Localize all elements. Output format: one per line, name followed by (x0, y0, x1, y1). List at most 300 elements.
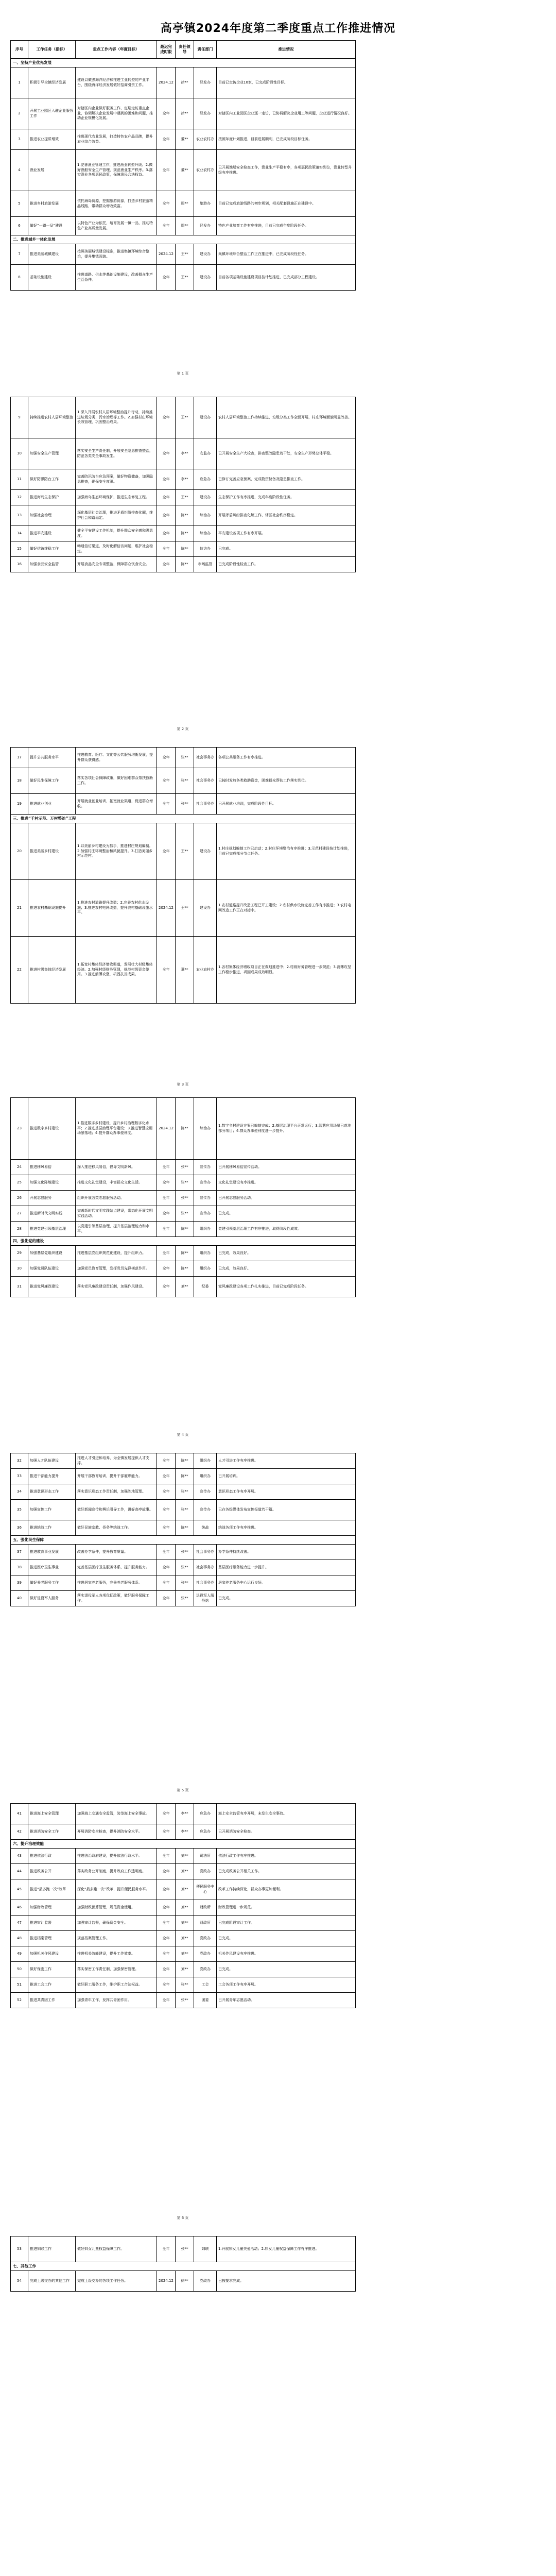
table-row (11, 1500, 356, 1520)
table-row (11, 1946, 356, 1962)
progress-status: 已开展渔船安全检查工作，渔业生产平稳有序，各项惠民政策落实到位，渔业转型升级有序推进。 (217, 150, 356, 191)
leader: 刘** (176, 1962, 194, 1977)
row-number: 43 (11, 1849, 28, 1864)
department: 社会事务办 (194, 768, 217, 794)
task-description: 开展干部教育培训，提升干部履职能力。 (76, 1469, 157, 1484)
row-number: 52 (11, 1993, 28, 2008)
deadline: 全年 (157, 1500, 176, 1520)
progress-status: 文化礼堂建设有序推进。 (217, 1175, 356, 1191)
progress-status: 已完成阶段审计工作。 (217, 1916, 356, 1931)
leader: 张** (176, 1175, 194, 1191)
task-item: 持续推进农村人居环境整治 (28, 397, 76, 438)
row-number: 26 (11, 1191, 28, 1206)
row-number: 14 (11, 526, 28, 541)
task-item: 推进数字乡村建设 (28, 1098, 76, 1160)
leader: 董** (176, 937, 194, 1004)
page-6 (10, 1803, 355, 2008)
deadline: 2024.12 (157, 67, 176, 98)
task-item: 推进党建引领基层治理 (28, 1222, 76, 1237)
table-row (11, 217, 356, 235)
task-item: 推进工会工作 (28, 1977, 76, 1993)
row-number: 50 (11, 1962, 28, 1977)
row-number: 25 (11, 1175, 28, 1191)
task-description: 规范档案管理工作。 (76, 1931, 157, 1946)
leader: 陈** (176, 505, 194, 526)
progress-status: 目前已完成旅游线路的初步规划，相关配套设施正在建设中。 (217, 191, 356, 217)
department: 宣传办 (194, 1175, 217, 1191)
department: 社会事务办 (194, 748, 217, 768)
table-row (11, 1277, 356, 1297)
work-plan-table (10, 747, 356, 1004)
table-row (11, 98, 356, 129)
progress-status: 居家养老服务中心运行良好。 (217, 1575, 356, 1591)
department: 组织办 (194, 1222, 217, 1237)
deadline: 全年 (157, 748, 176, 768)
task-item: 推进档案管理 (28, 1931, 76, 1946)
department: 党政办 (194, 1946, 217, 1962)
progress-status: 目前各项基础设施建设项目按计划推进，已完成部分工程建设。 (217, 265, 356, 291)
table-row (11, 150, 356, 191)
table-row (11, 1900, 356, 1916)
deadline: 2024.12 (157, 1098, 176, 1160)
section-title: 六、提升治理效能 (11, 1840, 356, 1849)
table-row (11, 191, 356, 217)
task-description: 加强青年工作，发挥共青团作用。 (76, 1993, 157, 2008)
task-description: 深化“最多跑一次”改革，提升便民服务水平。 (76, 1879, 157, 1900)
row-number: 33 (11, 1469, 28, 1484)
section-header-row (11, 59, 356, 67)
task-item: 推进妇联工作 (28, 2236, 76, 2262)
column-header: 责任部门 (194, 41, 217, 59)
deadline: 全年 (157, 2236, 176, 2262)
work-plan-table (10, 1803, 356, 2008)
section-title: 四、强化党的建设 (11, 1237, 356, 1246)
task-description: 落实保密工作责任制，加强保密管理。 (76, 1962, 157, 1977)
row-number: 23 (11, 1098, 28, 1160)
department: 综治办 (194, 1098, 217, 1160)
document-title: 高亭镇2024年度第二季度重点工作推进情况 (160, 22, 396, 35)
table-row (11, 794, 356, 815)
progress-status: 已开展就业培训，完成阶段性目标。 (217, 794, 356, 815)
deadline: 全年 (157, 1849, 176, 1864)
leader: 李** (176, 469, 194, 490)
task-item: 推进平安建设 (28, 526, 76, 541)
department: 宣传办 (194, 1206, 217, 1222)
task-item: 开展工业园区入驻企业服务工作 (28, 98, 76, 129)
progress-status: 已完成，效果良好。 (217, 1246, 356, 1261)
progress-status: 1.各村集体经济增收项目正在谋划推进中；2.村级财务管理进一步规范；3.消薄攻坚工作稳步推进，巩固成果成效明显。 (217, 937, 356, 1004)
table-row (11, 1520, 356, 1536)
task-item: 推进政务公开 (28, 1864, 76, 1879)
table-row (11, 526, 356, 541)
table-row (11, 1484, 356, 1500)
row-number: 41 (11, 1804, 28, 1824)
row-number: 27 (11, 1206, 28, 1222)
deadline: 全年 (157, 469, 176, 490)
task-description: 加强党员教育管理，发挥党员先锋模范作用。 (76, 1261, 157, 1277)
task-description: 推进现代农业发展，打造特色农产品品牌，提升农业综合效益。 (76, 129, 157, 150)
progress-status: 已完成政务公开相关工作。 (217, 1864, 356, 1879)
table-row (11, 265, 356, 291)
table-row (11, 438, 356, 469)
leader: 张** (176, 1545, 194, 1560)
page-number: 第 1 页 (177, 371, 189, 376)
table-row (11, 768, 356, 794)
leader: 刘** (176, 1900, 194, 1916)
row-number: 8 (11, 265, 28, 291)
table-row (11, 1175, 356, 1191)
task-description: 加强审计监督，确保资金安全。 (76, 1916, 157, 1931)
table-row (11, 1591, 356, 1606)
deadline: 全年 (157, 1864, 176, 1879)
row-number: 53 (11, 2236, 28, 2262)
task-item: 加强财政管理 (28, 1900, 76, 1916)
table-row (11, 490, 356, 505)
task-item: 推进干部能力提升 (28, 1469, 76, 1484)
deadline: 全年 (157, 1962, 176, 1977)
task-description: 依托海岛资源，挖掘旅游资源，打造乡村旅游精品线路，带动群众增收致富。 (76, 191, 157, 217)
task-description: 完善基层医疗卫生服务体系，提升服务能力。 (76, 1560, 157, 1575)
progress-status: 已完成阶段性检查工作。 (217, 557, 356, 572)
row-number: 15 (11, 541, 28, 557)
department: 纪委 (194, 1277, 217, 1297)
department: 应急办 (194, 1804, 217, 1824)
department: 党政办 (194, 1931, 217, 1946)
leader: 陈** (176, 541, 194, 557)
progress-status: 1.村庄规划编制工作已启动；2.村庄环境整治有序推进；3.示范村建设按计划推进，目前已完成部分节点任务。 (217, 823, 356, 880)
section-title: 三、推进“千村示范、万村整治”工程 (11, 815, 356, 823)
table-row (11, 1545, 356, 1560)
task-description: 1.完善渔业管理工作，推进渔业转型升级。2.做好渔船安全生产管理，规范渔业生产秩序。3.落实渔业各项惠民政策，保障渔民合法权益。 (76, 150, 157, 191)
row-number: 19 (11, 794, 28, 815)
table-row (11, 1246, 356, 1261)
page-number: 第 2 页 (177, 727, 189, 731)
deadline: 全年 (157, 541, 176, 557)
department: 宣传办 (194, 1160, 217, 1175)
task-description: 做好新闻宣传和舆论引导工作，讲好高亭故事。 (76, 1500, 157, 1520)
task-description: 对辖区内企业做好服务工作，定期走访重点企业，协调解决企业发展中遇到的困难和问题，推动企业规模化发展。 (76, 98, 157, 129)
task-item: 渔业发展 (28, 150, 76, 191)
deadline: 全年 (157, 937, 176, 1004)
deadline: 全年 (157, 526, 176, 541)
progress-status: 已开展移风易俗宣传活动。 (217, 1160, 356, 1175)
row-number: 11 (11, 469, 28, 490)
leader: 王** (176, 823, 194, 880)
row-number: 29 (11, 1246, 28, 1261)
task-item: 积极引导全镇经济发展 (28, 67, 76, 98)
work-plan-table (10, 1453, 356, 1606)
task-item: 推进移风易俗 (28, 1160, 76, 1175)
department: 建设办 (194, 265, 217, 291)
deadline: 全年 (157, 1879, 176, 1900)
leader: 张** (176, 1206, 194, 1222)
progress-status: 集镇环境综合整治工作正在推进中，已完成阶段性任务。 (217, 244, 356, 265)
task-description: 落实意识形态工作责任制，加强阵地管理。 (76, 1484, 157, 1500)
task-item: 开展志愿服务 (28, 1191, 76, 1206)
leader: 陈** (176, 557, 194, 572)
task-item: 提升公共服务水平 (28, 748, 76, 768)
task-item: 做好保密工作 (28, 1962, 76, 1977)
department: 团委 (194, 1993, 217, 2008)
department: 统战 (194, 1520, 217, 1536)
leader: 陈** (176, 1261, 194, 1277)
table-row (11, 2271, 356, 2292)
section-header-row (11, 1840, 356, 1849)
deadline: 全年 (157, 823, 176, 880)
progress-status: 已完成。 (217, 541, 356, 557)
work-plan-table (10, 397, 356, 572)
deadline: 全年 (157, 1520, 176, 1536)
leader: 刘** (176, 1916, 194, 1931)
column-header: 工作任务（指标） (28, 41, 76, 59)
deadline: 2024.12 (157, 880, 176, 937)
deadline: 全年 (157, 397, 176, 438)
department: 建设办 (194, 880, 217, 937)
task-item: 加强宣传工作 (28, 1500, 76, 1520)
leader: 徐** (176, 67, 194, 98)
leader: 周** (176, 191, 194, 217)
row-number: 12 (11, 490, 28, 505)
department: 便民服务中心 (194, 1879, 217, 1900)
department: 建设办 (194, 397, 217, 438)
department: 组织办 (194, 1246, 217, 1261)
row-number: 4 (11, 150, 28, 191)
task-description: 1.以美丽乡村建设为抓手，推进村庄规划编制。2.加强村庄环境整治和风貌提升。3.打造美丽乡村示范村。 (76, 823, 157, 880)
progress-status: 特色产业培育工作有序推进，目前已完成年度阶段任务。 (217, 217, 356, 235)
table-row (11, 1879, 356, 1900)
leader: 徐** (176, 98, 194, 129)
row-number: 30 (11, 1261, 28, 1277)
task-description: 以特色产业为依托，培育发展一镇一品，推动特色产业高质量发展。 (76, 217, 157, 235)
department: 妇联 (194, 2236, 217, 2262)
task-description: 1.推进数字乡村建设，提升乡村治理数字化水平；2.推进基层治理平台建设；3.推进智慧应用场景落地；4.提升群众办事便利度。 (76, 1098, 157, 1160)
progress-status: 已开展安全生产大检查，排查整改隐患若干处，安全生产形势总体平稳。 (217, 438, 356, 469)
task-description: 开展食品安全专项整治，保障群众饮食安全。 (76, 557, 157, 572)
leader: 陈** (176, 1469, 194, 1484)
task-item: 推进依法行政 (28, 1849, 76, 1864)
leader: 王** (176, 244, 194, 265)
department: 社会事务办 (194, 1545, 217, 1560)
row-number: 54 (11, 2271, 28, 2292)
progress-status: 按照年度计划推进，目前进展顺利，已完成阶段目标任务。 (217, 129, 356, 150)
progress-status: 工会各项工作有序开展。 (217, 1977, 356, 1993)
progress-status: 基层医疗服务能力进一步提升。 (217, 1560, 356, 1575)
leader: 张** (176, 1560, 194, 1575)
page-1 (10, 40, 355, 291)
row-number: 37 (11, 1545, 28, 1560)
table-row (11, 67, 356, 98)
row-number: 7 (11, 244, 28, 265)
department: 党政办 (194, 1962, 217, 1977)
row-number: 40 (11, 1591, 28, 1606)
progress-status: 已完成，效果良好。 (217, 1261, 356, 1277)
row-number: 31 (11, 1277, 28, 1297)
deadline: 全年 (157, 1222, 176, 1237)
leader: 陈** (176, 1520, 194, 1536)
deadline: 全年 (157, 217, 176, 235)
deadline: 全年 (157, 1191, 176, 1206)
row-number: 21 (11, 880, 28, 937)
leader: 王** (176, 880, 194, 937)
row-number: 39 (11, 1575, 28, 1591)
department: 市场监管 (194, 557, 217, 572)
work-plan-table (10, 1097, 356, 1297)
row-number: 51 (11, 1977, 28, 1993)
progress-status: 平安建设各项工作有序开展。 (217, 526, 356, 541)
task-description: 完善新时代文明实践站点建设，常态化开展文明实践活动。 (76, 1206, 157, 1222)
progress-status: 已开展消防安全检查。 (217, 1824, 356, 1840)
deadline: 全年 (157, 129, 176, 150)
row-number: 5 (11, 191, 28, 217)
row-number: 16 (11, 557, 28, 572)
task-item: 推进农业提质增效 (28, 129, 76, 150)
table-row (11, 1993, 356, 2008)
leader: 陈** (176, 1098, 194, 1160)
progress-status: 已按时发放各类救助资金，困难群众帮扶工作落实到位。 (217, 768, 356, 794)
row-number: 1 (11, 67, 28, 98)
deadline: 全年 (157, 1575, 176, 1591)
row-number: 22 (11, 937, 28, 1004)
leader: 张** (176, 1977, 194, 1993)
section-title: 一、坚持产业优先发展 (11, 59, 356, 67)
department: 社会事务办 (194, 1575, 217, 1591)
task-description: 推进人才引进和培养，为全镇发展提供人才支撑。 (76, 1453, 157, 1469)
page-number: 第 4 页 (177, 1433, 189, 1437)
leader: 张** (176, 2236, 194, 2262)
table-row (11, 1191, 356, 1206)
table-row (11, 1222, 356, 1237)
task-description: 推进基层党组织规范化建设，提升组织力。 (76, 1246, 157, 1261)
progress-status: 改革工作持续深化，群众办事更加便利。 (217, 1879, 356, 1900)
progress-status: 1.农村道路提升改造工程已开工建设；2.农村供水设施完善工作有序推进；3.农村电网改造工作正在对接中。 (217, 880, 356, 937)
leader: 张** (176, 768, 194, 794)
leader: 刘** (176, 1864, 194, 1879)
section-title: 七、其他工作 (11, 2262, 356, 2271)
task-description: 推进居家养老服务，完善养老服务体系。 (76, 1575, 157, 1591)
deadline: 全年 (157, 1484, 176, 1500)
task-description: 加强海上交通安全监管，防范海上安全事故。 (76, 1804, 157, 1824)
department: 组织办 (194, 1261, 217, 1277)
deadline: 全年 (157, 557, 176, 572)
task-item: 推进美丽城镇建设 (28, 244, 76, 265)
column-header: 序号 (11, 41, 28, 59)
table-row (11, 1849, 356, 1864)
task-item: 加强安全生产管理 (28, 438, 76, 469)
progress-status: 已开展青年志愿活动。 (217, 1993, 356, 2008)
leader: 王** (176, 265, 194, 291)
page-2 (10, 397, 355, 572)
progress-status: 办学条件持续改善。 (217, 1545, 356, 1560)
row-number: 24 (11, 1160, 28, 1175)
department: 经发办 (194, 98, 217, 129)
department: 经发办 (194, 217, 217, 235)
deadline: 全年 (157, 1993, 176, 2008)
progress-status: 机关作风建设有序推进。 (217, 1946, 356, 1962)
leader: 李** (176, 438, 194, 469)
progress-status: 依法行政工作有序推进。 (217, 1849, 356, 1864)
progress-status: 已按要求完成。 (217, 2271, 356, 2292)
deadline: 全年 (157, 1560, 176, 1575)
leader: 王** (176, 490, 194, 505)
department: 宣传办 (194, 1500, 217, 1520)
row-number: 9 (11, 397, 28, 438)
table-row (11, 1469, 356, 1484)
department: 宣传办 (194, 1191, 217, 1206)
task-description: 完成上级交办的各项工作任务。 (76, 2271, 157, 2292)
task-item: 加强基层党组织建设 (28, 1246, 76, 1261)
department: 综治办 (194, 526, 217, 541)
task-item: 推进医疗卫生事业 (28, 1560, 76, 1575)
department: 经发办 (194, 67, 217, 98)
department: 农业农村办 (194, 937, 217, 1004)
column-header: 最迟完成时限 (157, 41, 176, 59)
progress-status: 已完成。 (217, 1591, 356, 1606)
leader: 董** (176, 150, 194, 191)
department: 社会事务办 (194, 1560, 217, 1575)
page-3 (10, 747, 355, 1004)
row-number: 44 (11, 1864, 28, 1879)
column-header: 推进情况 (217, 41, 356, 59)
deadline: 全年 (157, 1246, 176, 1261)
table-row (11, 937, 356, 1004)
task-description: 做好妇女儿童权益保障工作。 (76, 2236, 157, 2262)
page-number: 第 3 页 (177, 1082, 189, 1087)
progress-status: 已完成。 (217, 1206, 356, 1222)
table-row (11, 1864, 356, 1879)
leader: 董** (176, 129, 194, 150)
deadline: 全年 (157, 1591, 176, 1606)
row-number: 2 (11, 98, 28, 129)
row-number: 32 (11, 1453, 28, 1469)
table-header-row (11, 41, 356, 59)
deadline: 全年 (157, 1277, 176, 1297)
leader: 刘** (176, 1879, 194, 1900)
progress-status: 意识形态工作有序开展。 (217, 1484, 356, 1500)
task-description: 落实退役军人各项优抚政策，做好服务保障工作。 (76, 1591, 157, 1606)
task-description: 组织开展各类志愿服务活动。 (76, 1191, 157, 1206)
table-row (11, 1160, 356, 1175)
table-row (11, 823, 356, 880)
task-description: 深入推进移风易俗，倡导文明新风。 (76, 1160, 157, 1175)
task-item: 推进教育事业发展 (28, 1545, 76, 1560)
progress-status: 海上安全监管有序开展，未发生安全事故。 (217, 1804, 356, 1824)
task-description: 落实党风廉政建设责任制，加强作风建设。 (76, 1277, 157, 1297)
task-item: 基础设施建设 (28, 265, 76, 291)
leader: 刘** (176, 1277, 194, 1297)
leader: 陈** (176, 526, 194, 541)
table-row (11, 1977, 356, 1993)
table-row (11, 1560, 356, 1575)
leader: 张** (176, 1500, 194, 1520)
table-row (11, 541, 356, 557)
leader: 张** (176, 794, 194, 815)
department: 退役军人服务站 (194, 1591, 217, 1606)
progress-status: 已修订完善应急预案，完成物资储备及隐患排查工作。 (217, 469, 356, 490)
task-description: 1.深入开展农村人居环境整治提升行动，持续推进垃圾分类、污水治理等工作。2.加强村庄环境长效管理，巩固整治成果。 (76, 397, 157, 438)
leader: 陈** (176, 1246, 194, 1261)
task-item: 推进共青团工作 (28, 1993, 76, 2008)
progress-status: 已完成。 (217, 1931, 356, 1946)
leader: 张** (176, 1191, 194, 1206)
row-number: 48 (11, 1931, 28, 1946)
deadline: 全年 (157, 1900, 176, 1916)
deadline: 全年 (157, 1160, 176, 1175)
deadline: 全年 (157, 1916, 176, 1931)
row-number: 46 (11, 1900, 28, 1916)
row-number: 28 (11, 1222, 28, 1237)
table-row (11, 397, 356, 438)
task-item: 推进“最多跑一次”改革 (28, 1879, 76, 1900)
